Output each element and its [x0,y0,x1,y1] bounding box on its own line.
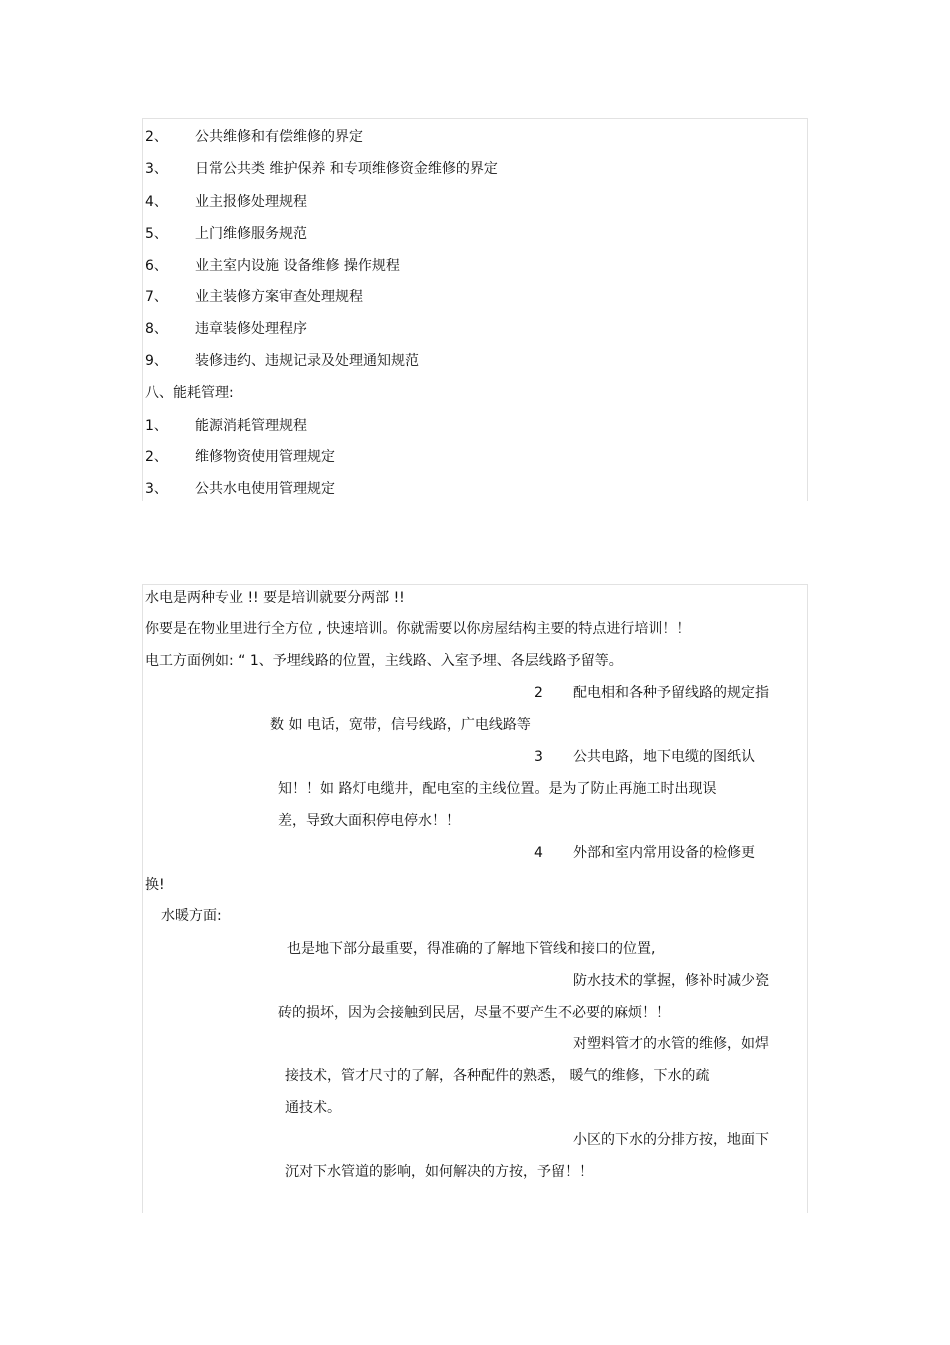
document-page-2 [142,584,808,1213]
list-number: 9、 [145,353,168,369]
paragraph: 差，导致大面积停电停水！！ [278,813,460,829]
section-heading: 八、能耗管理: [145,385,234,401]
list-number: 3 [534,749,543,765]
list-number: 2、 [145,449,168,465]
list-item: 装修违约、违规记录及处理通知规范 [195,353,419,369]
list-number: 3、 [145,161,168,177]
paragraph: 数 如 电话，宽带，信号线路，广电线路等 [270,717,531,733]
paragraph: 你要是在物业里进行全方位 , 快速培训。你就需要以你房屋结构主要的特点进行培训！！ [145,621,691,637]
list-number: 4 [534,845,543,861]
list-number: 1、 [145,418,168,434]
paragraph: 通技术。 [285,1100,341,1116]
list-number: 7、 [145,289,168,305]
list-number: 4、 [145,194,168,210]
list-item: 维修物资使用管理规定 [195,449,335,465]
paragraph: 也是地下部分最重要，得准确的了解地下管线和接口的位置, [287,941,656,957]
section-heading: 水暖方面: [161,908,222,924]
paragraph: 接技术，管才尺寸的了解，各种配件的熟悉， 暖气的维修，下水的疏 [285,1068,710,1084]
paragraph: 公共电路，地下电缆的图纸认 [573,749,755,765]
paragraph: 防水技术的掌握，修补时减少瓷 [573,973,769,989]
list-item: 日常公共类 维护保养 和专项维修资金维修的界定 [195,161,498,177]
list-number: 3、 [145,481,168,497]
paragraph: 对塑料管才的水管的维修，如焊 [573,1036,769,1052]
paragraph: 配电相和各种予留线路的规定指 [573,685,769,701]
list-number: 8、 [145,321,168,337]
list-item: 违章装修处理程序 [195,321,307,337]
paragraph: 外部和室内常用设备的检修更 [573,845,755,861]
list-item: 业主报修处理规程 [195,194,307,210]
list-item: 业主室内设施 设备维修 操作规程 [195,258,400,274]
list-number: 5、 [145,226,168,242]
paragraph: 电工方面例如: “ 1、予埋线路的位置，主线路、入室予埋、各层线路予留等。 [145,653,623,669]
document-page-1 [142,118,808,501]
paragraph: 沉对下水管道的影响，如何解决的方按，予留！！ [285,1164,593,1180]
paragraph: 水电是两种专业 !! 要是培训就要分两部 !! [145,590,405,606]
paragraph: 换! [145,877,165,893]
list-item: 业主装修方案审查处理规程 [195,289,363,305]
paragraph: 小区的下水的分排方按，地面下 [573,1132,769,1148]
paragraph: 知！！如 路灯电缆井，配电室的主线位置。是为了防止再施工时出现误 [278,781,717,797]
list-item: 能源消耗管理规程 [195,418,307,434]
list-number: 6、 [145,258,168,274]
list-item: 公共水电使用管理规定 [195,481,335,497]
paragraph: 砖的损坏，因为会接触到民居，尽量不要产生不必要的麻烦！！ [278,1005,670,1021]
list-item: 上门维修服务规范 [195,226,307,242]
list-number: 2、 [145,129,168,145]
list-number: 2 [534,685,543,701]
list-item: 公共维修和有偿维修的界定 [195,129,363,145]
